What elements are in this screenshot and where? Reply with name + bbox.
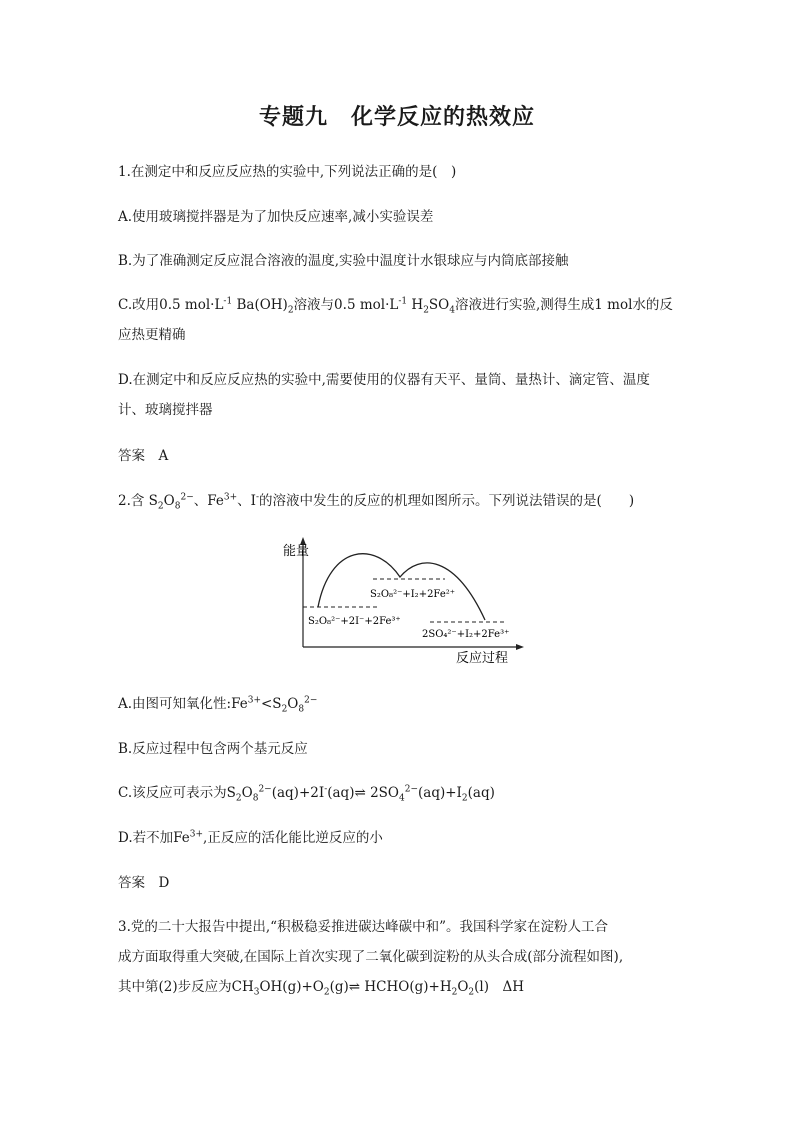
text: C.改用0.5 mol·L	[118, 297, 224, 313]
sub: 2	[468, 987, 475, 998]
text: 、Fe	[193, 493, 224, 509]
text: (aq)	[467, 785, 495, 801]
energy-profile-chart	[270, 535, 530, 665]
sub: 2	[287, 305, 294, 316]
text: 2S	[365, 785, 388, 801]
text: 2.含 S	[118, 493, 158, 509]
text: Ba(OH)	[232, 297, 288, 313]
sub: 4	[449, 305, 455, 316]
q2-answer: 答案 D	[118, 875, 170, 891]
q2-option-c	[118, 781, 495, 804]
sub: 2	[323, 987, 330, 998]
q1-option-b: B.为了准确测定反应混合溶液的温度,实验中温度计水银球应与内筒底部接触	[118, 253, 569, 269]
sup: 3+	[189, 829, 204, 840]
text: (g)	[329, 979, 349, 995]
q1-option-c-cont: 应热更精确	[118, 327, 186, 343]
sup: 2−	[304, 695, 318, 706]
sub: 2	[157, 501, 164, 512]
text: 溶液进行实验,测得生成1 mol水的反	[454, 297, 673, 313]
sub: 8	[298, 704, 305, 715]
q2-option-b: B.反应过程中包含两个基元反应	[118, 741, 308, 757]
q3-line3	[118, 975, 525, 998]
sup: 2−	[258, 784, 272, 795]
text: 溶液与0.5 mol·L	[293, 297, 399, 313]
sup: 3+	[223, 492, 238, 503]
y-axis-label: 能量	[283, 544, 310, 559]
sup: 2−	[404, 784, 419, 795]
sup: -	[324, 784, 328, 795]
q2-option-d	[118, 826, 383, 846]
text: OH(g)+O	[259, 979, 324, 995]
x-axis-arrow	[516, 644, 524, 650]
q1-option-d-cont: 计、玻璃搅拌器	[118, 402, 213, 418]
sub: 3	[253, 987, 260, 998]
text: O	[387, 785, 399, 801]
q1-answer: 答案 A	[118, 448, 169, 464]
equilibrium-arrow: ⇌	[354, 785, 366, 801]
sub: 4	[399, 793, 405, 804]
text: (l) ΔH	[474, 979, 525, 995]
text: O	[163, 493, 175, 509]
q1-option-a: A.使用玻璃搅拌器是为了加快反应速率,减小实验误差	[118, 209, 434, 225]
text: SO	[428, 297, 450, 313]
sub: 2	[235, 793, 242, 804]
page-title: 专题九 化学反应的热效应	[258, 105, 535, 130]
x-axis-label: 反应过程	[456, 651, 509, 665]
text: (aq)	[327, 785, 355, 801]
text: D.若不加Fe	[118, 830, 190, 846]
equilibrium-arrow: ⇌	[348, 979, 361, 995]
sup: 3+	[247, 695, 261, 706]
text: A.由图可知氧化性:Fe	[118, 696, 248, 712]
intermediate-label: S₂O₈²⁻+I₂+2Fe²⁺	[370, 589, 456, 600]
sup: 2−	[180, 492, 194, 503]
text: O	[241, 785, 253, 801]
sup: -	[256, 492, 260, 503]
q3-line2: 成方面取得重大突破,在国际上首次实现了二氧化碳到淀粉的从头合成(部分流程如图),	[118, 949, 624, 965]
text: ,正反应的活化能比逆反应的小	[203, 830, 383, 846]
sub: 2	[281, 704, 288, 715]
sub: 2	[423, 305, 429, 316]
text: 、I	[237, 493, 256, 509]
q2-option-a	[118, 692, 318, 715]
sub: 8	[252, 793, 259, 804]
sub: 2	[461, 793, 468, 804]
text: HCHO(g)+H	[360, 979, 452, 995]
end-label: 2SO₄²⁻+I₂+2Fe³⁺	[422, 629, 510, 640]
sub: 8	[174, 501, 181, 512]
sub: 2	[451, 987, 458, 998]
text: 其中第(2)步反应为CH	[118, 979, 254, 995]
text: <S	[261, 696, 282, 712]
q1-stem: 1.在测定中和反应反应热的实验中,下列说法正确的是( )	[118, 164, 457, 180]
q3-line1: 3.党的二十大报告中提出,“积极稳妥推进碳达峰碳中和”。我国科学家在淀粉人工合	[118, 919, 608, 935]
text: O	[457, 979, 469, 995]
start-label: S₂O₈²⁻+2I⁻+2Fe³⁺	[308, 616, 401, 627]
energy-curve	[318, 554, 485, 620]
text: (aq)+2I	[271, 785, 325, 801]
q1-option-d: D.在测定中和反应反应热的实验中,需要使用的仪器有天平、量筒、量热计、滴定管、温度	[118, 372, 650, 388]
text: H	[407, 297, 424, 313]
text: (aq)+I	[418, 785, 462, 801]
sup: -1	[398, 296, 408, 307]
text: 的溶液中发生的反应的机理如图所示。下列说法错误的是( )	[259, 493, 635, 509]
q1-option-c	[118, 293, 673, 316]
text: C.该反应可表示为S	[118, 785, 236, 801]
q2-stem	[118, 489, 635, 512]
text: O	[287, 696, 299, 712]
sup: -1	[223, 296, 233, 307]
